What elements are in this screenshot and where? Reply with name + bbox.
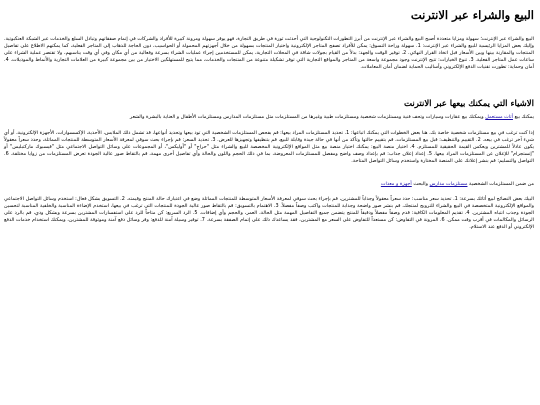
page-title: البيع والشراء عبر الانترنت xyxy=(410,8,534,22)
school-supplies-link[interactable]: مستلزمات مدارس xyxy=(429,180,468,187)
personal-items-paragraph: إذا كنت ترغب في بيع مستلزمات شخصية خاصة بك، هنا بعض الخطوات التي يمكنك اتباعها: 1. تحديد المستلزمات المراد بيعها: قم بفحص المستلزمات الشخصية التي تود بيعها وتحديد أنواعها، قد تشمل ذلك الملابس، الأحذية، الإكسسوارات، الأجهزة الإلكترونية، أو أي شيء آخر ترغب في بيعه. 2. التقييم والتنظيف: قبل بيع المستلزمات، قم بتقييم حالتها وتأكد من أنها في حالة جيدة وقابلة للبيع، قم بتنظيفها وتجهيزها للعرض. 3. تحديد السعر: قم بإجراء بحث سوقي لمعرفة الأسعار المتوسطة للمنتجات المماثلة، وحدد سعراً معقولاً يكون عادلاً للمشترين ويعكس القيمة الحقيقية للمستلزم. 4. اختيار منصة البيع: يمكنك اختيار منصة بيع مثل المواقع الإلكترونية المخصصة للبيع والشراء مثل "حراج" أو "أوليكس"، أو المجموعات على وسائل التواصل الاجتماعي مثل "فيسبوك ماركتبليس" أو "إنستجرام" للإعلان عن المستلزمات المراد بيعها. 5. إعداد إعلان جذاب: قم بإعداد وصف واضح ومفصل للمستلزمات المعروضة، بما في ذلك الحجم واللون والحالة وأي تفاصيل أخرى مهمة، قم بالتقاط صور عالية الجودة تعرض المستلزمات من زوايا مختلفة. 6. التواصل والتسليم: قم بنشر إعلانك على المنصة المختارة واستخدم وسائل التواصل المتاحة. xyxy=(4,130,535,165)
items-intro-before: يمكنك بيع xyxy=(514,113,534,120)
items-intro-paragraph xyxy=(4,114,534,121)
section-sellable-items xyxy=(4,99,534,231)
section-heading: الاشياء التي يمكنك بيعها عبر الانترنت xyxy=(404,98,534,109)
section-intro xyxy=(4,36,534,71)
related-links-line xyxy=(4,181,534,188)
used-furniture-link[interactable]: أثاث مستعمل xyxy=(485,113,513,120)
related-links-before: من ضمن المستلزمات الشخصية xyxy=(469,180,534,187)
related-links-middle: والبحث xyxy=(413,180,428,187)
items-intro-after: ويمكنك بيع عقارات وسيارات وتحف فنية ومستلزمات شخصية ومستلزمات طبية وغيرها من المستلزمات مثل مستلزمات المدارس ومستلزمات الأطفال و العناية بالبشرة والشعر xyxy=(129,113,484,120)
selling-tips-paragraph: البيك بعض النصائح لبيع أثاثك بسرعة: 1. تحديد سعر مناسب: حدد سعراً معقولاً وجذاباً للمشترين، قم بإجراء بحث سوقي لمعرفة الأسعار المتوسطة للمنتجات المماثلة وضع في اعتبارك حالة المنتج وقيمته. 2. التسويق بشكل فعال: استخدم وسائل التواصل الاجتماعي والمواقع الإلكترونية المتخصصة في البيع والشراء للترويج لمنتجك، قم بنشر صور واضحة وجذابة للمنتجات واكتب وصفاً مفصلاً. 3. الاهتمام بالتسويق: قم بالتقاط صور عالية الجودة للمنتجات التي ترغب في بيعها، استخدم الإضاءة المناسبة والخلفية المناسبة لتحسين الجودة وجذب انتباه المشترين. 4. تقديم المعلومات الكافية: قدم وصفاً مفصلاً ودقيقاً للمنتج يتضمن جميع التفاصيل المهمة مثل الحالة، العمر، والحجم وأي إضافات. 5. الرد السريع: كن متاحاً للرد على استفسارات المشترين بسرعة وبشكل ودي، قم بالرد على الرسائل والمكالمات في أقرب وقت ممكن. 6. المرونة في التفاوض: كن مستعداً للتفاوض على السعر مع المشترين، فقد يساعدك ذلك على إتمام الصفقة بسرعة. 7. توفير وسيلة آمنة للدفع: وفر وسائل دفع آمنة وموثوقة للمشترين، ويمكنك استخدام خدمات الدفع الإلكتروني أو الدفع عند الاستلام. xyxy=(4,195,534,230)
intro-paragraph: البيع والشراء عبر الإنترنت؛ سهولة ومزايا متعددة أصبح البيع والشراء عبر الإنترنت من أبرز التطورات التكنولوجية التي أحدثت ثورة في طريق التجارة، فهو يوفر سهولة ومرونة كبيرة للأفراد والشركات في إتمام صفقاتهم وتبادل السلع والخدمات عبر الشبكة العنكبوتية. وإليك بعض المزايا الرئيسية للبيع والشراء عبر الإنترنت: 1. سهولة وراحة التسوق: يمكن للأفراد تصفح المتاجر الإلكترونية واختيار المنتجات بسهولة من خلال أجهزتهم المحمولة أو الحواسيب، دون الحاجة للذهاب إلى المتاجر الفعلية، كما يمكنهم الاطلاع على تفاصيل المنتجات والمقارنة بينها وبين الأسعار قبل اتخاذ القرار النهائي. 2. توفير الوقت والجهد: بدلاً من القيام بجولات شاقة في المحلات التجارية، يمكن للمستخدمين إجراء عمليات الشراء بسرعة وفعالية من أي مكان وفي أي وقت يناسبهم، ولا تقتصر عملية الشراء على ساعات عمل المتاجر الفعلية. 3. تنوع الخيارات: تتيح الإنترنت وجود مجموعة واسعة من المتاجر والمواقع التجارية التي توفر تشكيلة متنوعة من المنتجات والخدمات، مما يتيح للمستهلكين الاختيار من بين مجموعة كبيرة من العلامات التجارية والأنماط والموديلات. 4. أمان وحماية: تطورت تقنيات الدفع الإلكتروني وأساليب الحماية لضمان أمان المعاملات. xyxy=(4,36,534,70)
devices-equipment-link[interactable]: أجهزة و معدات xyxy=(380,180,412,187)
